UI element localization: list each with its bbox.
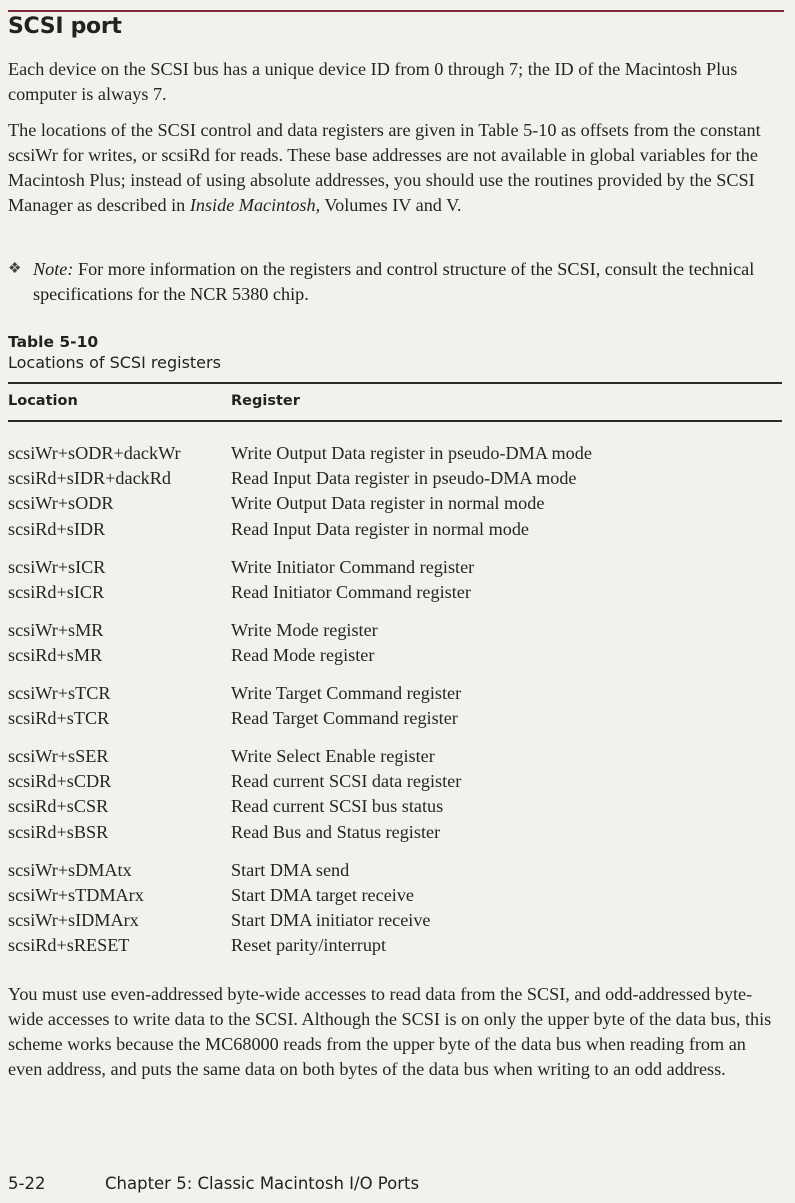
table-row-group: [8, 858, 783, 959]
table-row: [8, 706, 783, 731]
top-rule: [8, 10, 784, 12]
cell-location: scsiWr+sODR+dackWr: [8, 443, 181, 463]
cell-register: Write Output Data register in pseudo-DMA mode: [231, 443, 592, 463]
table-body: [8, 441, 783, 971]
cell-register: Write Output Data register in normal mode: [231, 493, 545, 514]
cell-location: scsiRd+sCDR: [8, 771, 112, 792]
cell-register: Start DMA target receive: [231, 884, 414, 905]
cell-location: scsiWr+sDMAtx: [8, 859, 132, 880]
section-title: SCSI port: [8, 14, 122, 39]
cell-register: Reset parity/interrupt: [231, 935, 387, 956]
table-row: [8, 794, 783, 819]
paragraph-device-id: Each device on the SCSI bus has a unique device ID from 0 through 7; the ID of the Macintosh Plus computer is always 7.: [8, 59, 738, 104]
table-header-rule: [8, 420, 782, 422]
table-row: [8, 441, 783, 466]
table-row: [8, 681, 783, 706]
cell-location: scsiRd+sBSR: [8, 821, 109, 842]
table-row: [8, 883, 783, 908]
table-row: [8, 491, 783, 516]
diamond-bullet-icon: ❖: [8, 261, 22, 277]
table-row: [8, 618, 783, 643]
cell-location: scsiRd+sTCR: [8, 708, 110, 729]
column-header-location: Location: [8, 393, 78, 409]
cell-register: Write Initiator Command register: [231, 556, 475, 577]
cell-register: Read Input Data register in pseudo-DMA mode: [231, 468, 577, 489]
cell-register: Start DMA initiator receive: [231, 909, 431, 930]
cell-register: Write Mode register: [231, 619, 378, 640]
cell-location: scsiWr+sICR: [8, 556, 106, 577]
table-row: [8, 908, 783, 933]
cell-location: scsiRd+sIDR: [8, 518, 106, 539]
paragraph-register-locations: [8, 118, 783, 218]
table-row: [8, 933, 783, 958]
cell-location: scsiWr+sSER: [8, 746, 109, 767]
cell-register: Read Initiator Command register: [231, 581, 471, 602]
cell-register: Write Select Enable register: [231, 746, 435, 767]
table-row: [8, 858, 783, 883]
cell-location: scsiWr+sMR: [8, 619, 104, 640]
book-title: Inside Macintosh,: [189, 195, 321, 215]
table-caption: Locations of SCSI registers: [8, 353, 221, 372]
note-text: For more information on the registers and control structure of the SCSI, consult the technical specifications for the NCR 5380 chip.: [33, 259, 755, 304]
cell-location: scsiWr+sTCR: [8, 682, 111, 703]
table-row: [8, 555, 783, 580]
table-row: [8, 466, 783, 491]
table-row: [8, 580, 783, 605]
chapter-title: Chapter 5: Classic Macintosh I/O Ports: [105, 1174, 420, 1193]
table-row: [8, 820, 783, 845]
cell-register: Read Bus and Status register: [231, 821, 441, 842]
cell-register: Read Target Command register: [231, 708, 458, 729]
table-row-group: [8, 618, 783, 668]
cell-register: Read current SCSI bus status: [231, 796, 444, 817]
cell-location: scsiWr+sIDMArx: [8, 909, 139, 930]
table-row: [8, 517, 783, 542]
cell-register: Write Target Command register: [231, 682, 462, 703]
page-number: 5-22: [8, 1174, 46, 1193]
cell-register: Start DMA send: [231, 859, 350, 880]
cell-register: Read Input Data register in normal mode: [231, 518, 529, 539]
paragraph-tail: Volumes IV and V.: [320, 195, 462, 215]
cell-location: scsiRd+sMR: [8, 644, 103, 665]
table-row: [8, 643, 783, 668]
note-block: [8, 257, 783, 307]
cell-location: scsiRd+sIDR+dackRd: [8, 468, 171, 489]
table-number: Table 5-10: [8, 333, 99, 351]
cell-location: scsiRd+sRESET: [8, 935, 130, 956]
cell-location: scsiWr+sTDMArx: [8, 884, 144, 905]
cell-location: scsiWr+sODR: [8, 493, 114, 514]
table-row-group: [8, 555, 783, 605]
table-row-group: [8, 681, 783, 731]
column-header-register: Register: [231, 393, 300, 409]
cell-register: Read current SCSI data register: [231, 771, 462, 792]
table-row: [8, 744, 783, 769]
cell-register: Read Mode register: [231, 644, 375, 665]
note-label: Note:: [33, 259, 74, 279]
table-row: [8, 769, 783, 794]
cell-location: scsiRd+sCSR: [8, 796, 109, 817]
table-row-group: [8, 744, 783, 845]
paragraph-byte-access: You must use even-addressed byte-wide accesses to read data from the SCSI, and odd-addressed byte-wide accesses to write data to the SCSI. Although the SCSI is on only the upper byte of the data bus, this scheme works because the MC68000 reads from the upper byte of the data bus when reading from an even address, and puts the same data on both bytes of the data bus when writing to an odd address.: [8, 984, 772, 1079]
paragraph-text: The locations of the SCSI control and data registers are given in Table 5-10 as offsets from the constant scsiWr for writes, or scsiRd for reads. These base addresses are not available in global variables for the Macintosh Plus; instead of using absolute addresses, you should use the routines provided by the SCSI Manager as described in: [8, 120, 761, 215]
table-top-rule: [8, 382, 782, 384]
cell-location: scsiRd+sICR: [8, 581, 105, 602]
table-row-group: [8, 441, 783, 542]
